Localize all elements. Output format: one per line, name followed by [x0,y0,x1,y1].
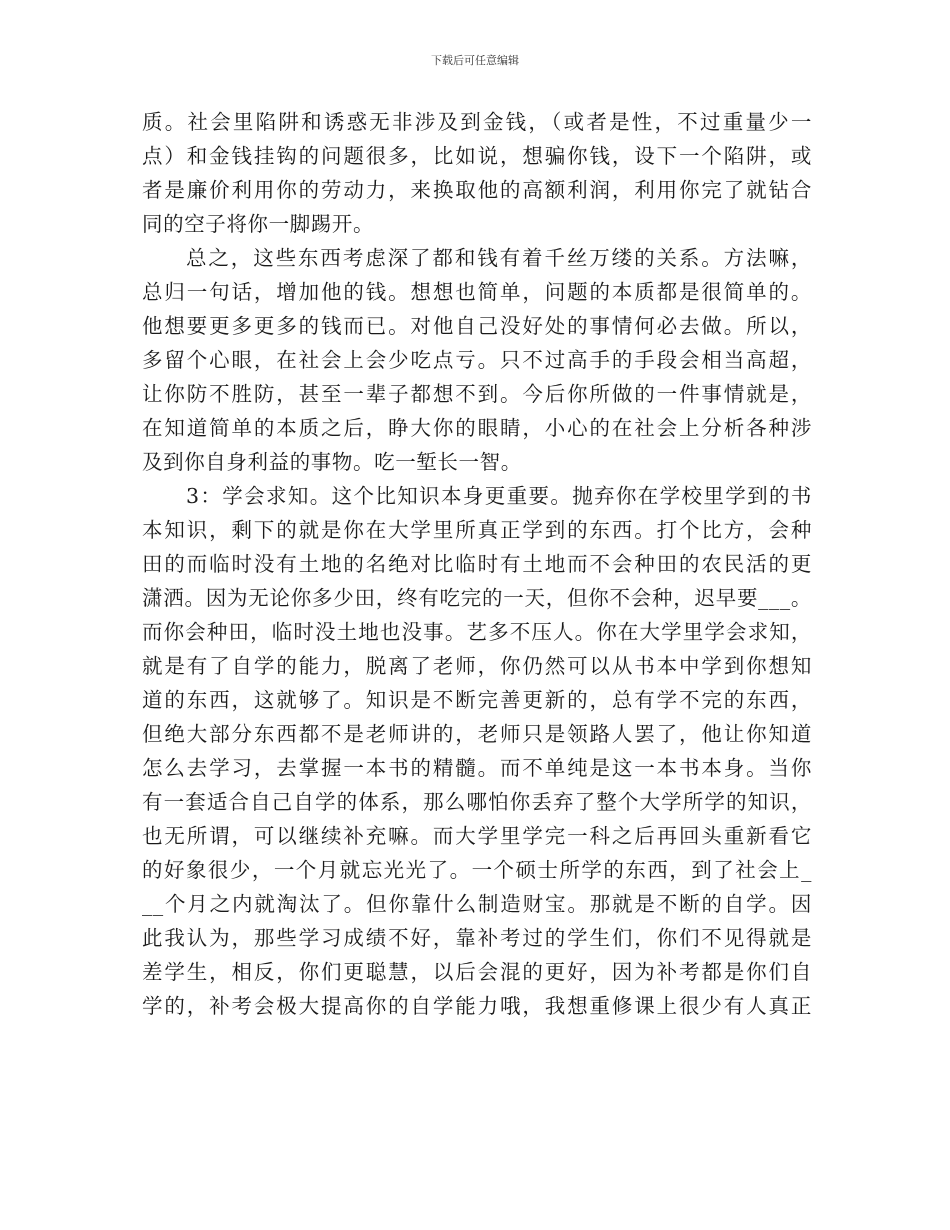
text-line: 总之，这些东西考虑深了都和钱有着千丝万缕的关系。方法嘛， [186,246,812,270]
text-line: 他想要更多更多的钱而已。对他自己没好处的事情何必去做。所以， [142,314,812,338]
text-line: 就是有了自学的能力，脱离了老师，你仍然可以从书本中学到你想知 [142,654,812,678]
text-line: 也无所谓，可以继续补充嘛。而大学里学完一科之后再回头重新看它 [142,824,812,848]
text-line: 及到你自身利益的事物。吃一堑长一智。 [142,450,522,474]
text-line: 而你会种田，临时没土地也没事。艺多不压人。你在大学里学会求知， [142,620,812,644]
text-line: 点）和金钱挂钩的问题很多，比如说，想骗你钱，设下一个陷阱，或 [142,144,812,168]
paragraph-3 [142,479,812,1023]
text-line: 多留个心眼，在社会上会少吃点亏。只不过高手的手段会相当高超， [142,348,812,372]
text-line: 质。社会里陷阱和诱惑无非涉及到金钱，（或者是性，不过重量少一 [142,110,812,134]
text-line: 有一套适合自己自学的体系，那么哪怕你丢弃了整个大学所学的知识， [142,790,812,814]
text-line: 让你防不胜防，甚至一辈子都想不到。今后你所做的一件事情就是， [142,382,812,406]
paragraph-2 [142,241,812,479]
text-line: 怎么去学习，去掌握一本书的精髓。而不单纯是这一本书本身。当你 [142,756,812,780]
text-line: 在知道简单的本质之后，睁大你的眼睛，小心的在社会上分析各种涉 [142,416,812,440]
text-line: 3：学会求知。这个比知识本身更重要。抛弃你在学校里学到的书 [186,484,812,508]
text-line: 道的东西，这就够了。知识是不断完善更新的，总有学不完的东西， [142,688,812,712]
text-line: 但绝大部分东西都不是老师讲的，老师只是领路人罢了，他让你知道 [142,722,812,746]
text-line: 总归一句话，增加他的钱。想想也简单，问题的本质都是很简单的。 [142,280,812,304]
text-line: 差学生，相反，你们更聪慧，以后会混的更好，因为补考都是你们自 [142,960,812,984]
text-line: 潇洒。因为无论你多少田，终有吃完的一天，但你不会种，迟早要___。 [142,586,812,610]
text-line: __个月之内就淘汰了。但你靠什么制造财宝。那就是不断的自学。因 [142,892,812,916]
paragraph-1 [142,105,812,241]
text-line: 的好象很少，一个月就忘光光了。一个硕士所学的东西，到了社会上_ [142,858,812,882]
text-line: 同的空子将你一脚踢开。 [142,212,375,236]
document-body [142,105,812,1023]
page-header: 下载后可任意编辑 [431,54,519,67]
text-line: 本知识，剩下的就是你在大学里所真正学到的东西。打个比方，会种 [142,518,812,542]
text-line: 田的而临时没有土地的名绝对比临时有土地而不会种田的农民活的更 [142,552,812,576]
text-line: 此我认为，那些学习成绩不好，靠补考过的学生们，你们不见得就是 [142,926,812,950]
text-line: 者是廉价利用你的劳动力，来换取他的高额利润，利用你完了就钻合 [142,178,812,202]
text-line: 学的，补考会极大提高你的自学能力哦，我想重修课上很少有人真正 [142,994,812,1018]
